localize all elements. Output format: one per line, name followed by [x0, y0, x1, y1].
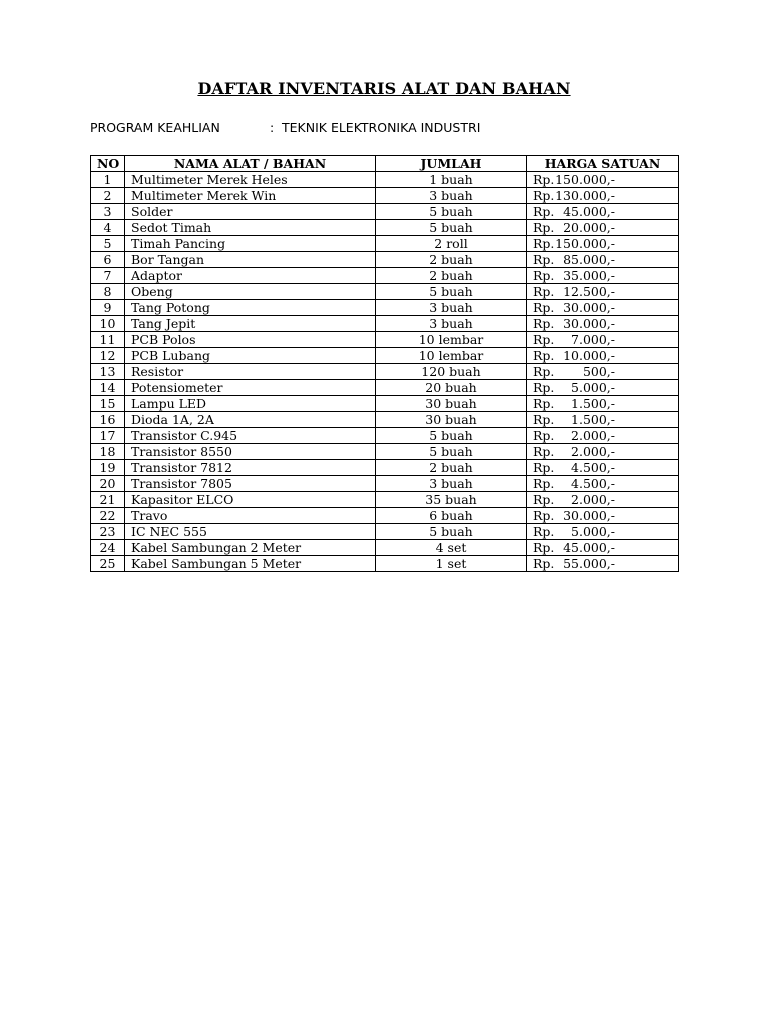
table-row [91, 348, 679, 364]
header-name: NAMA ALAT / BAHAN [125, 156, 376, 172]
cell-qty: 2 buah [376, 460, 527, 476]
currency-label: Rp. [533, 251, 555, 267]
page-title: DAFTAR INVENTARIS ALAT DAN BAHAN [197, 79, 571, 98]
cell-price [527, 508, 679, 524]
price-amount: 1.500,- [571, 395, 615, 411]
cell-price [527, 332, 679, 348]
header-price: HARGA SATUAN [527, 156, 679, 172]
cell-qty: 2 buah [376, 252, 527, 268]
table-header-row [91, 156, 679, 172]
cell-qty: 3 buah [376, 188, 527, 204]
cell-qty: 5 buah [376, 524, 527, 540]
cell-name: Multimeter Merek Win [125, 188, 376, 204]
table-row [91, 380, 679, 396]
table-row [91, 268, 679, 284]
cell-no: 13 [91, 364, 125, 380]
cell-price [527, 300, 679, 316]
cell-price [527, 316, 679, 332]
cell-price [527, 460, 679, 476]
cell-name: Transistor 8550 [125, 444, 376, 460]
table-row [91, 508, 679, 524]
cell-no: 19 [91, 460, 125, 476]
price-amount: 85.000,- [563, 251, 615, 267]
table-row [91, 220, 679, 236]
cell-price [527, 284, 679, 300]
program-row [90, 120, 480, 135]
currency-label: Rp. [533, 475, 555, 491]
cell-price [527, 252, 679, 268]
cell-no: 24 [91, 540, 125, 556]
cell-qty: 5 buah [376, 428, 527, 444]
table-row [91, 540, 679, 556]
cell-name: Bor Tangan [125, 252, 376, 268]
cell-no: 22 [91, 508, 125, 524]
price-amount: 4.500,- [571, 459, 615, 475]
currency-label: Rp. [533, 411, 555, 427]
cell-no: 2 [91, 188, 125, 204]
cell-name: Kabel Sambungan 2 Meter [125, 540, 376, 556]
inventory-table [90, 155, 679, 572]
cell-no: 8 [91, 284, 125, 300]
cell-no: 9 [91, 300, 125, 316]
header-no: NO [91, 156, 125, 172]
cell-name: Resistor [125, 364, 376, 380]
cell-no: 10 [91, 316, 125, 332]
price-amount: 1.500,- [571, 411, 615, 427]
cell-name: Multimeter Merek Heles [125, 172, 376, 188]
cell-qty: 3 buah [376, 476, 527, 492]
cell-name: Lampu LED [125, 396, 376, 412]
currency-label: Rp. [533, 363, 555, 379]
cell-no: 20 [91, 476, 125, 492]
cell-no: 14 [91, 380, 125, 396]
cell-qty: 35 buah [376, 492, 527, 508]
currency-label: Rp. [533, 235, 555, 251]
cell-qty: 5 buah [376, 284, 527, 300]
currency-label: Rp. [533, 331, 555, 347]
table-row [91, 284, 679, 300]
price-amount: 30.000,- [563, 315, 615, 331]
cell-qty: 1 set [376, 556, 527, 572]
cell-price [527, 188, 679, 204]
table-row [91, 188, 679, 204]
cell-name: Transistor C.945 [125, 428, 376, 444]
cell-name: Adaptor [125, 268, 376, 284]
cell-no: 1 [91, 172, 125, 188]
cell-qty: 2 roll [376, 236, 527, 252]
cell-no: 17 [91, 428, 125, 444]
currency-label: Rp. [533, 491, 555, 507]
cell-price [527, 524, 679, 540]
price-amount: 500,- [582, 363, 615, 379]
table-row [91, 300, 679, 316]
table-row [91, 172, 679, 188]
price-amount: 30.000,- [563, 507, 615, 523]
cell-name: Obeng [125, 284, 376, 300]
cell-price [527, 268, 679, 284]
cell-price [527, 364, 679, 380]
cell-name: Transistor 7812 [125, 460, 376, 476]
price-amount: 2.000,- [571, 427, 615, 443]
table-row [91, 396, 679, 412]
currency-label: Rp. [533, 523, 555, 539]
cell-qty: 1 buah [376, 172, 527, 188]
currency-label: Rp. [533, 171, 555, 187]
cell-qty: 6 buah [376, 508, 527, 524]
price-amount: 45.000,- [563, 539, 615, 555]
table-row [91, 476, 679, 492]
currency-label: Rp. [533, 299, 555, 315]
cell-qty: 3 buah [376, 316, 527, 332]
cell-name: Tang Jepit [125, 316, 376, 332]
table-row [91, 332, 679, 348]
price-amount: 2.000,- [571, 491, 615, 507]
table-row [91, 492, 679, 508]
cell-qty: 5 buah [376, 204, 527, 220]
cell-price [527, 396, 679, 412]
currency-label: Rp. [533, 203, 555, 219]
cell-name: PCB Lubang [125, 348, 376, 364]
cell-price [527, 204, 679, 220]
table-row [91, 316, 679, 332]
price-amount: 2.000,- [571, 443, 615, 459]
cell-price [527, 172, 679, 188]
cell-price [527, 236, 679, 252]
currency-label: Rp. [533, 283, 555, 299]
inventory-body [91, 172, 679, 572]
cell-no: 18 [91, 444, 125, 460]
price-amount: 130.000,- [555, 187, 615, 203]
cell-qty: 4 set [376, 540, 527, 556]
price-amount: 5.000,- [571, 523, 615, 539]
cell-name: PCB Polos [125, 332, 376, 348]
currency-label: Rp. [533, 427, 555, 443]
table-row [91, 428, 679, 444]
cell-no: 23 [91, 524, 125, 540]
cell-price [527, 444, 679, 460]
cell-price [527, 556, 679, 572]
price-amount: 7.000,- [571, 331, 615, 347]
currency-label: Rp. [533, 507, 555, 523]
cell-qty: 5 buah [376, 444, 527, 460]
program-separator: : [270, 120, 275, 135]
cell-name: Solder [125, 204, 376, 220]
table-row [91, 364, 679, 380]
cell-qty: 20 buah [376, 380, 527, 396]
table-row [91, 204, 679, 220]
cell-name: Travo [125, 508, 376, 524]
price-amount: 35.000,- [563, 267, 615, 283]
price-amount: 4.500,- [571, 475, 615, 491]
cell-no: 25 [91, 556, 125, 572]
price-amount: 5.000,- [571, 379, 615, 395]
cell-name: Dioda 1A, 2A [125, 412, 376, 428]
cell-no: 15 [91, 396, 125, 412]
cell-no: 7 [91, 268, 125, 284]
cell-qty: 10 lembar [376, 332, 527, 348]
currency-label: Rp. [533, 379, 555, 395]
table-row [91, 556, 679, 572]
cell-price [527, 412, 679, 428]
cell-name: Tang Potong [125, 300, 376, 316]
cell-no: 21 [91, 492, 125, 508]
table-row [91, 524, 679, 540]
price-amount: 45.000,- [563, 203, 615, 219]
cell-qty: 10 lembar [376, 348, 527, 364]
cell-no: 12 [91, 348, 125, 364]
currency-label: Rp. [533, 315, 555, 331]
currency-label: Rp. [533, 219, 555, 235]
cell-qty: 120 buah [376, 364, 527, 380]
cell-name: Kabel Sambungan 5 Meter [125, 556, 376, 572]
cell-qty: 5 buah [376, 220, 527, 236]
cell-no: 6 [91, 252, 125, 268]
cell-no: 16 [91, 412, 125, 428]
cell-name: Sedot Timah [125, 220, 376, 236]
price-amount: 12.500,- [563, 283, 615, 299]
price-amount: 10.000,- [563, 347, 615, 363]
cell-qty: 2 buah [376, 268, 527, 284]
currency-label: Rp. [533, 347, 555, 363]
cell-price [527, 380, 679, 396]
cell-no: 3 [91, 204, 125, 220]
cell-name: Transistor 7805 [125, 476, 376, 492]
currency-label: Rp. [533, 187, 555, 203]
program-value: TEKNIK ELEKTRONIKA INDUSTRI [282, 120, 481, 135]
cell-price [527, 220, 679, 236]
cell-qty: 30 buah [376, 396, 527, 412]
cell-name: Potensiometer [125, 380, 376, 396]
currency-label: Rp. [533, 443, 555, 459]
price-amount: 20.000,- [563, 219, 615, 235]
currency-label: Rp. [533, 539, 555, 555]
table-row [91, 252, 679, 268]
currency-label: Rp. [533, 459, 555, 475]
price-amount: 30.000,- [563, 299, 615, 315]
table-row [91, 444, 679, 460]
cell-no: 4 [91, 220, 125, 236]
header-qty: JUMLAH [376, 156, 527, 172]
cell-price [527, 540, 679, 556]
cell-no: 5 [91, 236, 125, 252]
table-row [91, 236, 679, 252]
cell-price [527, 476, 679, 492]
currency-label: Rp. [533, 267, 555, 283]
currency-label: Rp. [533, 395, 555, 411]
cell-name: IC NEC 555 [125, 524, 376, 540]
currency-label: Rp. [533, 555, 555, 571]
cell-no: 11 [91, 332, 125, 348]
cell-name: Timah Pancing [125, 236, 376, 252]
cell-qty: 30 buah [376, 412, 527, 428]
cell-name: Kapasitor ELCO [125, 492, 376, 508]
program-label: PROGRAM KEAHLIAN [90, 120, 220, 135]
price-amount: 150.000,- [555, 171, 615, 187]
cell-price [527, 428, 679, 444]
table-row [91, 412, 679, 428]
cell-price [527, 348, 679, 364]
price-amount: 55.000,- [563, 555, 615, 571]
cell-price [527, 492, 679, 508]
table-row [91, 460, 679, 476]
price-amount: 150.000,- [555, 235, 615, 251]
cell-qty: 3 buah [376, 300, 527, 316]
